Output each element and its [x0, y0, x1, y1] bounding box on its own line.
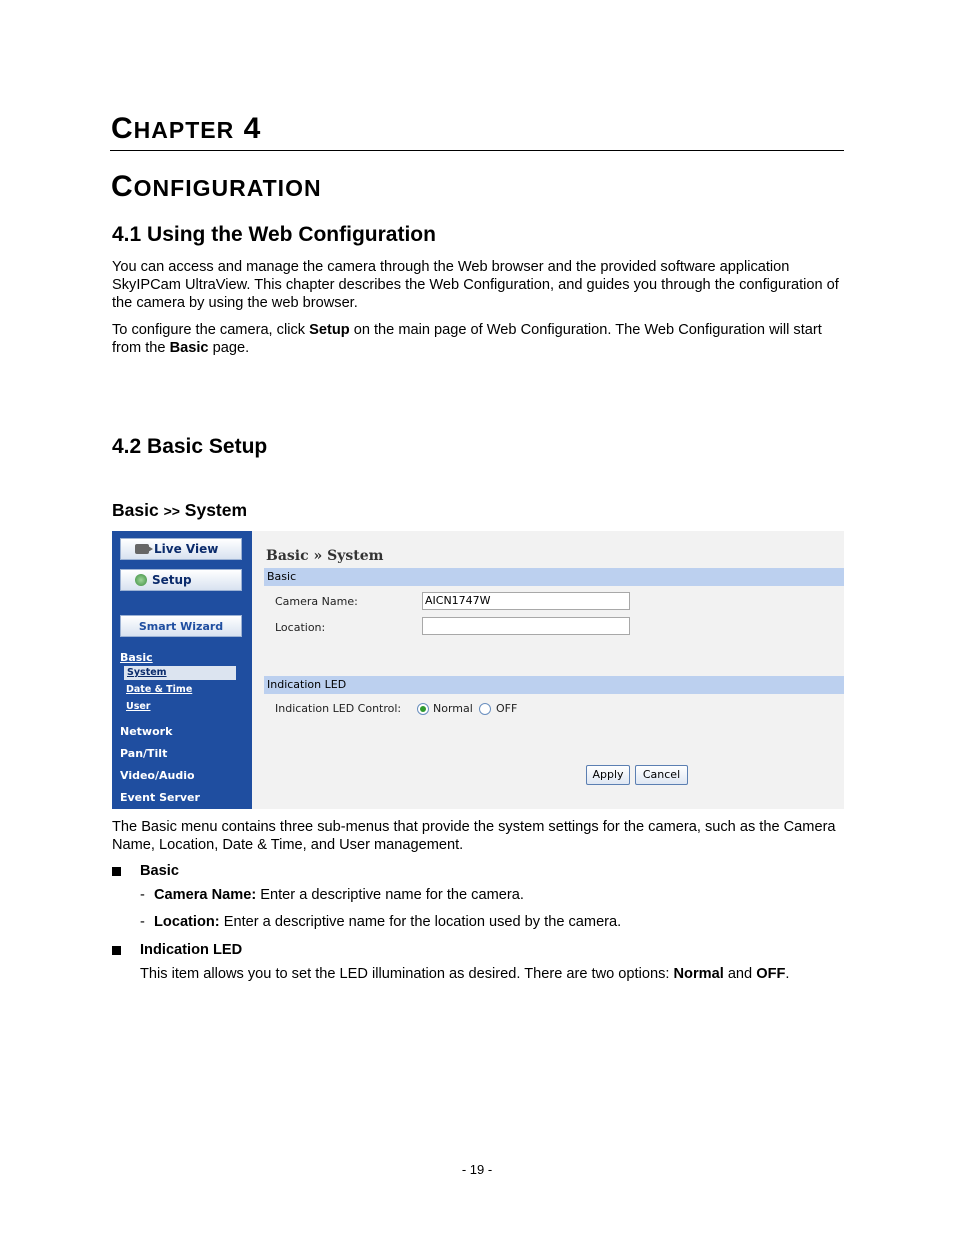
dash-marker: - [140, 914, 145, 930]
setup-label: Setup [152, 573, 192, 587]
p2-text: page. [208, 340, 250, 356]
p2-text: To configure the camera, click [112, 322, 310, 338]
bullet-square [112, 946, 121, 955]
sidebar-item-system[interactable]: System [124, 666, 236, 680]
sidebar-item-date-time[interactable]: Date & Time [126, 684, 193, 695]
live-view-button[interactable] [120, 538, 242, 560]
camera-name-term: Camera Name: [154, 887, 257, 903]
section-heading-4-2: 4.2 Basic Setup [112, 435, 268, 458]
sidebar-item-basic[interactable]: Basic [120, 651, 153, 664]
bullet-square [112, 867, 121, 876]
led-normal-term: Normal [673, 966, 724, 982]
indication-led-description [140, 966, 845, 982]
live-view-label: Live View [154, 542, 219, 556]
section-4-1-paragraph-2 [112, 321, 847, 357]
p2-text: on the main page of Web Configuration. The Web Configuration will start from the [112, 322, 822, 356]
chapter-title [111, 170, 322, 204]
subheading-arrow: >> [163, 503, 180, 519]
camera-name-input[interactable]: AICN1747W [422, 592, 630, 610]
basic-system-screenshot [112, 531, 844, 809]
page-title: Basic » System [266, 548, 384, 564]
camera-name-label: Camera Name: [275, 595, 358, 608]
led-off-radio[interactable] [479, 703, 491, 715]
bullet-heading-basic: Basic [140, 863, 179, 879]
setup-button[interactable] [120, 569, 242, 591]
chapter-number: 4 [243, 112, 262, 145]
led-text: and [723, 966, 757, 982]
led-off-term: OFF [756, 966, 786, 982]
led-text: . [785, 966, 790, 982]
sidebar-item-network[interactable]: Network [120, 725, 173, 738]
sidebar-item-user[interactable]: User [126, 701, 151, 712]
section-4-1-paragraph-1: You can access and manage the camera through the Web browser and the provided software application SkyIPCam UltraView. This chapter describes the Web Configuration, and guides you through the configuration of the camera by using the web browser. [112, 259, 839, 311]
apply-button[interactable]: Apply [586, 765, 630, 785]
camera-name-description [154, 887, 524, 903]
smart-wizard-button[interactable]: Smart Wizard [120, 615, 242, 637]
chapter-rule [110, 150, 844, 151]
basic-menu-description: The Basic menu contains three sub-menus that provide the system settings for the camera, such as the Camera Name, Location, Date & Time, and User management. [112, 819, 836, 853]
camera-icon [135, 544, 149, 554]
subheading-part: System [179, 500, 248, 520]
location-term: Location: [154, 914, 220, 930]
camera-name-text: Enter a descriptive name for the camera. [256, 887, 524, 903]
chapter-cap: C [111, 112, 134, 145]
chapter-title-cap: C [111, 170, 134, 203]
led-normal-label: Normal [433, 702, 473, 715]
location-description [154, 914, 621, 930]
sidebar [112, 531, 252, 809]
section-bar-indication-led: Indication LED [264, 676, 844, 694]
location-input[interactable] [422, 617, 630, 635]
sidebar-item-pan-tilt[interactable]: Pan/Tilt [120, 747, 168, 760]
location-text: Enter a descriptive name for the location used by the camera. [219, 914, 622, 930]
page-number: - 19 - [461, 1162, 493, 1177]
led-normal-radio[interactable] [417, 703, 429, 715]
p2-basic-bold: Basic [169, 340, 209, 356]
section-heading-4-1: 4.1 Using the Web Configuration [112, 223, 436, 246]
bullet-heading-indication-led: Indication LED [140, 942, 243, 958]
section-bar-basic: Basic [264, 568, 844, 586]
subheading-part: Basic [112, 500, 164, 520]
chapter-title-rest: ONFIGURATION [133, 175, 322, 201]
cancel-button[interactable]: Cancel [635, 765, 688, 785]
dash-marker: - [140, 887, 145, 903]
chapter-label [111, 112, 261, 146]
p2-setup-bold: Setup [309, 322, 350, 338]
sidebar-item-event-server[interactable]: Event Server [120, 791, 200, 804]
location-label: Location: [275, 621, 326, 634]
chapter-rest: HAPTER [133, 117, 235, 143]
led-text: This item allows you to set the LED illumination as desired. There are two options: [140, 966, 674, 982]
led-control-label: Indication LED Control: [275, 702, 402, 715]
subheading-basic-system [112, 500, 247, 521]
sidebar-item-video-audio[interactable]: Video/Audio [120, 769, 195, 782]
led-off-label: OFF [496, 702, 518, 715]
setup-icon [135, 574, 147, 586]
